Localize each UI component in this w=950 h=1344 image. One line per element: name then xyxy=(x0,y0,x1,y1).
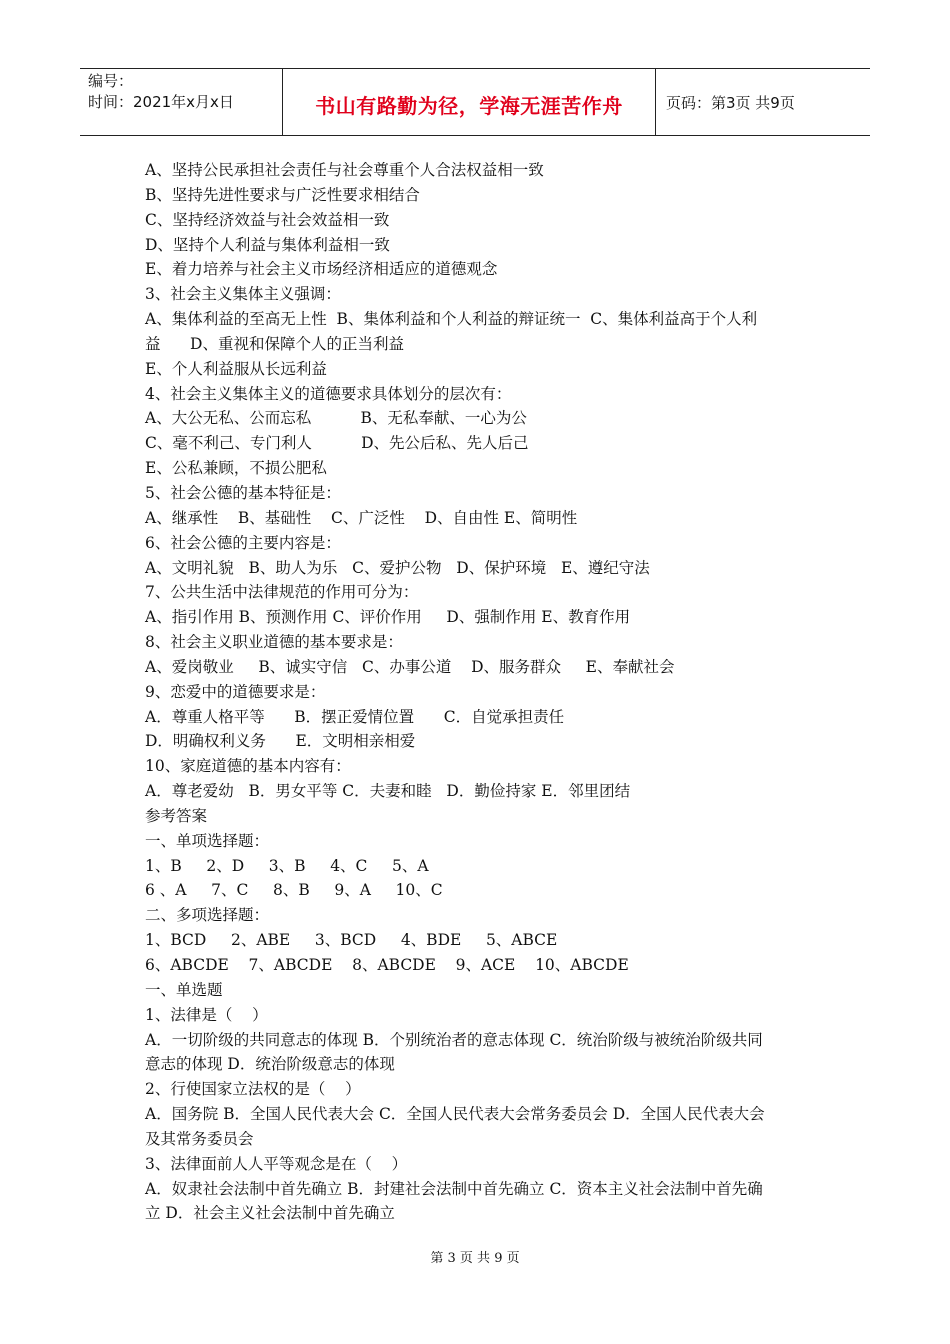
text-line: D．明确权利义务 E．文明相亲相爱 xyxy=(145,732,416,751)
text-line: A．尊老爱幼 B．男女平等 C．夫妻和睦 D．勤俭持家 E．邻里团结 xyxy=(145,782,631,801)
text-line: A、文明礼貌 B、助人为乐 C、爱护公物 D、保护环境 E、遵纪守法 xyxy=(145,558,650,577)
text-line: 1、BCD 2、ABE 3、BCD 4、BDE 5、ABCE xyxy=(145,931,558,950)
text-line: 4、社会主义集体主义的道德要求具体划分的层次有： xyxy=(145,384,512,403)
text-line: A、爱岗敬业 B、诚实守信 C、办事公道 D、服务群众 E、奉献社会 xyxy=(145,657,675,676)
text-line: A、集体利益的至高无上性 B、集体利益和个人利益的辩证统一 C、集体利益高于个人利 xyxy=(145,310,758,329)
text-line: A、坚持公民承担社会责任与社会尊重个人合法权益相一致 xyxy=(145,161,544,179)
text-line: E、公私兼顾，不损公肥私 xyxy=(145,459,327,478)
text-line: A．国务院 B．全国人民代表大会 C．全国人民代表大会常务委员会 D．全国人民代表大会 xyxy=(145,1105,765,1124)
text-line: A．一切阶级的共同意志的体现 B．个别统治者的意志体现 C．统治阶级与被统治阶级共同 xyxy=(145,1030,763,1049)
text-line: 益 D、重视和保障个人的正当利益 xyxy=(145,334,404,353)
text-line: 二、多项选择题： xyxy=(145,906,270,925)
text-line: 意志的体现 D．统治阶级意志的体现 xyxy=(145,1055,395,1074)
header-motto: 书山有路勤为径，学海无涯苦作舟 xyxy=(283,69,656,135)
text-line: A、指引作用 B、预测作用 C、评价作用 D、强制作用 E、教育作用 xyxy=(145,608,631,627)
text-line: 3、法律面前人人平等观念是在（ ） xyxy=(145,1154,408,1173)
text-line: 8、社会主义职业道德的基本要求是： xyxy=(145,633,403,652)
text-line: 一、单项选择题： xyxy=(145,831,270,850)
document-number-label: 编号： xyxy=(88,72,134,90)
text-line: B、坚持先进性要求与广泛性要求相结合 xyxy=(145,185,420,204)
text-line: 2、行使国家立法权的是（ ） xyxy=(145,1080,361,1099)
text-line: 立 D．社会主义社会法制中首先确立 xyxy=(145,1204,395,1223)
document-body xyxy=(145,158,813,1226)
text-line: C、坚持经济效益与社会效益相一致 xyxy=(145,210,390,229)
text-line: E、个人利益服从长远利益 xyxy=(145,359,327,378)
text-line: A．奴隶社会法制中首先确立 B．封建社会法制中首先确立 C．资本主义社会法制中首先确 xyxy=(145,1179,763,1198)
header-meta xyxy=(80,69,283,135)
text-line: 一、单选题 xyxy=(145,980,223,999)
text-line: 9、恋爱中的道德要求是： xyxy=(145,682,326,701)
text-line: A、继承性 B、基础性 C、广泛性 D、自由性 E、简明性 xyxy=(145,508,578,527)
text-line: 1、B 2、D 3、B 4、C 5、A xyxy=(145,856,429,875)
text-line: C、毫不利己、专门利人 D、先公后私、先人后己 xyxy=(145,434,529,453)
text-line: A．尊重人格平等 B．摆正爱情位置 C．自觉承担责任 xyxy=(145,707,565,726)
text-line: 10、家庭道德的基本内容有： xyxy=(145,757,351,776)
text-line: 6、社会公德的主要内容是： xyxy=(145,533,341,552)
text-line: 7、公共生活中法律规范的作用可分为： xyxy=(145,583,419,602)
text-line: A、大公无私、公而忘私 B、无私奉献、一心为公 xyxy=(145,409,527,428)
text-line: 6、ABCDE 7、ABCDE 8、ABCDE 9、ACE 10、ABCDE xyxy=(145,956,629,974)
text-line: 6 、A 7、C 8、B 9、A 10、C xyxy=(145,881,443,900)
text-line: D、坚持个人利益与集体利益相一致 xyxy=(145,235,390,254)
text-line: E、着力培养与社会主义市场经济相适应的道德观念 xyxy=(145,260,498,279)
text-line: 1、法律是（ ） xyxy=(145,1005,268,1024)
text-line: 参考答案 xyxy=(145,806,208,825)
text-line: 5、社会公德的基本特征是： xyxy=(145,483,341,502)
document-date: 时间：2021年x月x日 xyxy=(88,93,234,111)
text-line: 及其常务委员会 xyxy=(145,1129,254,1148)
text-line: 3、社会主义集体主义强调： xyxy=(145,285,341,304)
page-header xyxy=(80,68,870,136)
header-page-number: 页码：第3页 共9页 xyxy=(666,93,795,112)
page-footer: 第 3 页 共 9 页 xyxy=(430,1251,520,1266)
